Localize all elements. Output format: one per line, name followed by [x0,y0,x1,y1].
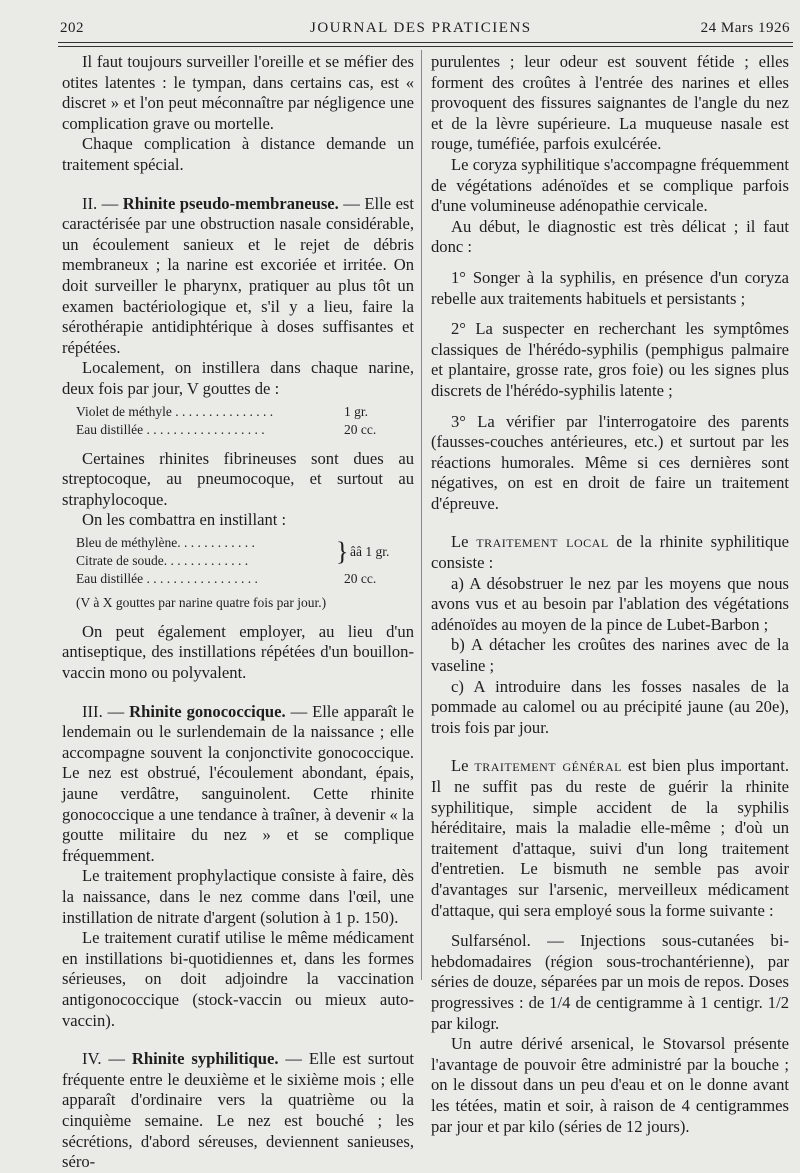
small-caps-term: traitement général [474,756,622,776]
page-number: 202 [60,20,84,36]
paragraph: Certaines rhinites fibrineuses sont dues au streptocoque, au pneumocoque, et surtout au straphylocoque. [62,448,414,509]
text: de la rhinite syphilitique consiste : [431,532,790,573]
ingredient-qty: 20 cc. [344,570,377,586]
formula-note: (V à X gouttes par narine quatre fois par jour.) [76,594,327,610]
paragraph-traitement-general [431,756,789,921]
section-text: — Elle est caractérisée par une obstruction nasale considérable, un écoulement sanieux et le rejet de débris membraneux ; la narine est excoriée et irritée. On doit surveiller le pharynx, pratiquer au plus tôt un examen bactériologique et, s'il y a lieu, faire la sérothérapie antidiphtérique à doses suffisantes et répétées. [62,193,414,357]
section-title: Rhinite gonococcique. [129,701,286,721]
section-number: II. — [82,193,119,213]
paragraph: Il faut toujours surveiller l'oreille et se méfier des otites latentes : le tympan, dans certains cas, est « discret » et l'on peut méconnaître par négligence une complication grave ou mortelle. [62,52,414,133]
right-column [431,52,789,1137]
ingredient-name: Bleu de méthylène. . . . . . . . . . . . [76,534,255,550]
section-number: III. — [82,701,125,721]
paragraph: Chaque complication à distance demande un traitement spécial. [62,134,414,174]
journal-title: JOURNAL DES PRATICIENS [310,20,532,36]
ingredient-name: Eau distillée . . . . . . . . . . . . . . . . . [76,570,258,586]
ingredient-qty: ââ 1 gr. [350,543,390,559]
text: Le [451,532,477,552]
ingredient-name: Eau distillée . . . . . . . . . . . . . . . . . . [76,421,265,437]
ingredient-name: Citrate de soude. . . . . . . . . . . . . [76,552,249,568]
paragraph: On peut également employer, au lieu d'un antiseptique, des instillations répétées d'un bouillon-vaccin mono ou polyvalent. [62,621,414,683]
paragraph: Un autre dérivé arsenical, le Stovarsol présente l'avantage de pouvoir être administré par la bouche ; on le dissout dans un peu d'eau et on le donne avant les tétées, matin et soir, à raison de 4 centigrammes par jour et par kilo (séries de 12 jours). [431,1034,789,1136]
list-item: b) A détacher les croûtes des narines avec de la vaseline ; [431,635,789,676]
formula-violet [76,403,414,439]
paragraph: Le traitement prophylactique consiste à faire, dès la naissance, dans le nez comme dans l'œil, une instillation de nitrate d'argent (solution à 1 p. 150). [62,866,414,927]
formula-row [76,421,414,439]
ingredient-qty: 1 gr. [344,403,369,419]
paragraph: purulentes ; leur odeur est souvent fétide ; elles forment des croûtes à l'entrée des narines et elles provoquent des fissures saignantes de l'angle du nez et de la lèvre supérieure. La muqueuse nasale est rouge, tuméfiée, parfois exulcérée. [431,52,789,154]
section-rhinite-pseudo-membraneuse [62,194,414,359]
page-header [60,18,790,40]
small-caps-term: traitement local [476,532,609,552]
section-number: IV. — [82,1049,126,1069]
ingredient-qty: 20 cc. [344,421,377,437]
section-title: Rhinite syphilitique. [131,1049,279,1069]
paragraph: Sulfarsénol. — Injections sous-cutanées bi-hebdomadaires (région sous-trochantérienne), par séries de douze, séparées par un mois de repos. Doses progressives : de 1/4 de centigramme à 1 centigr. 1/2 par kilogr. [431,931,789,1033]
section-title: Rhinite pseudo-membraneuse. [122,193,339,213]
brace-symbol: } [336,536,349,566]
paragraph: Au début, le diagnostic est très délicat ; il faut donc : [431,216,789,257]
formula-row [76,570,414,588]
section-text: — Elle apparaît le lendemain ou le surlendemain de la naissance ; elle accompagne souvent la conjonctivite gonococcique. Le nez est obstrué, l'écoulement abondant, épais, jaune verdâtre, sanguinolent. Cette rhinite gonococcique a une tendance à traîner, à devenir « la goutte militaire du nez » et se complique fréquemment. [62,701,414,865]
list-item: 1° Songer à la syphilis, en présence d'un coryza rebelle aux traitements habituels et persistants ; [431,267,789,308]
formula-brace-group [76,534,414,570]
section-text: — Elle est surtout fréquente entre le deuxième et le sixième mois ; elle apparaît d'ordinaire vers la quatrième ou la cinquième semaine. Le nez est bouché ; les sécrétions, d'abord séreuses, deviennent sanieuses, séro- [62,1049,414,1172]
list-item: a) A désobstruer le nez par les moyens que nous avons vus et au besoin par l'ablation des végétations adénoïdes au moyen de la pince de Lubet-Barbon ; [431,573,789,634]
paragraph-traitement-local [431,532,789,573]
formula-bleu [76,534,414,588]
left-column [62,52,414,1173]
text: est bien plus important. Il ne suffit pas du reste de guérir la rhinite syphilitique, simple accident de la syphilis héréditaire, mais la maladie elle-même ; d'où un traitement d'attaque, suivi d'un long traitement d'entretien. Le bismuth ne semble pas avoir d'avantages sur l'arsenic, merveilleux médicament d'attaque, qui sera employé sous la forme suivante : [431,756,789,920]
section-rhinite-syphilitique [62,1049,414,1173]
paragraph: On les combattra en instillant : [82,510,287,530]
list-item: 2° La suspecter en recherchant les symptômes classiques de l'hérédo-syphilis (pemphigus palmaire et plantaire, grosse rate, gros foie) ou les signes plus discrets de l'hérédo-syphilis latente ; [431,319,789,400]
brace-ingredients [76,534,336,570]
ingredient-name: Violet de méthyle . . . . . . . . . . . . . . . [76,403,274,419]
issue-date: 24 Mars 1926 [700,20,790,36]
column-divider [421,50,422,980]
header-rule [58,42,793,43]
paragraph: Le traitement curatif utilise le même médicament en instillations bi-quotidiennes et, dans les formes sérieuses, on doit adjoindre la vaccination antigonococcique (stock-vaccin ou mieux auto-vaccin). [62,928,414,1030]
list-item: 3° La vérifier par l'interrogatoire des parents (fausses-couches antérieures, etc.) et surtout par les réactions humorales. Même si ces dernières sont négatives, on est en droit de faire un traitement d'épreuve. [431,411,789,513]
paragraph: Localement, on instillera dans chaque narine, deux fois par jour, V gouttes de : [62,358,414,398]
formula-row [76,403,414,421]
section-rhinite-gonococcique [62,702,414,867]
text: Le [451,756,475,776]
header-rule-second [58,46,793,47]
paragraph: Le coryza syphilitique s'accompagne fréquemment de végétations adénoïdes et se complique parfois d'une volumineuse adénopathie cervicale. [431,154,789,216]
list-item: c) A introduire dans les fosses nasales de la pommade au calomel ou au précipité jaune (au 20e), trois fois par jour. [431,676,789,737]
